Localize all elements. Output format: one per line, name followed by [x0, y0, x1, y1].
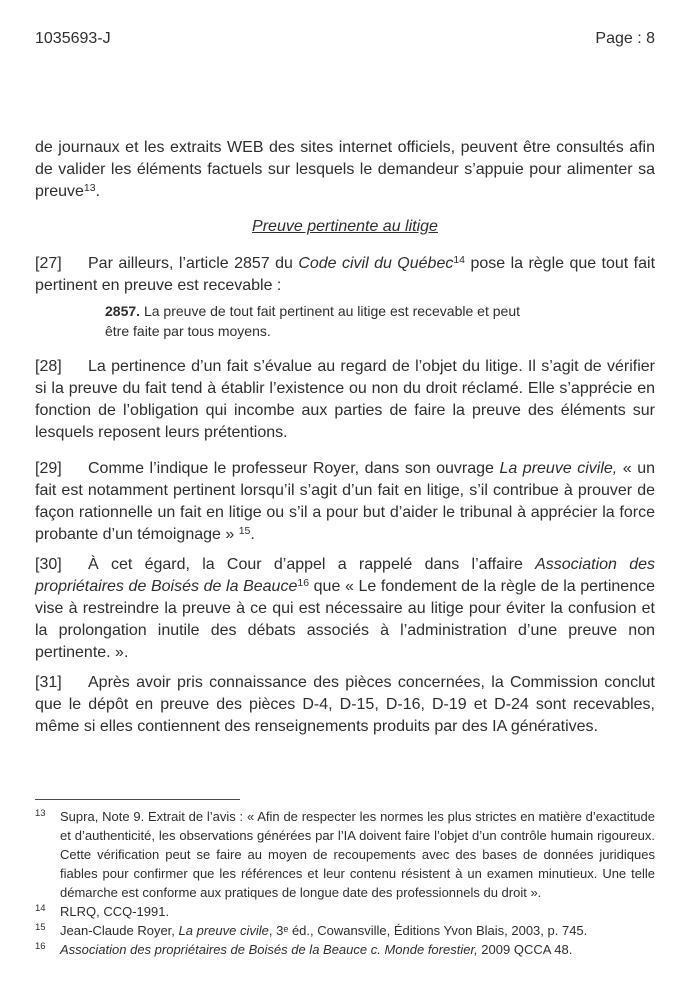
footnote-number: 13: [35, 808, 46, 819]
paragraph-number: [30]: [35, 556, 62, 573]
paragraph-31: [35, 672, 655, 738]
section-heading: Preuve pertinente au litige: [252, 218, 438, 235]
blockquote-article-2857: 2857. La preuve de tout fait pertinent au litige est recevable et peut être faite par tous moyens.: [105, 303, 520, 339]
page-header: [35, 28, 655, 50]
paragraph-text: Comme l’indique le professeur Royer, dans son ouvrage La preuve civile, « un fait est notamment pertinent lorsqu’il s’agit d’un fait en litige, s’il contribue à prouver de façon rationnelle un fait en litige ou s’il a pour but d’aider le tribunal à apprécier la force probante d’un témoignage » $^{15}$.: [35, 460, 655, 543]
footnote-14: [35, 902, 655, 921]
footnote-13: [35, 807, 655, 902]
document-number: 1035693-J: [35, 30, 111, 47]
footnote-text: Supra, Note 9. Extrait de l’avis : « Afin de respecter les normes les plus strictes en matière d’exactitude et d’authenticité, les observations générées par l’IA doivent faire l’objet d’un contrôle humain rigoureux. Cette vérification peut se faire au moyen de recoupements avec des bases de données juridiques fiables pour confirmer que les références et leur contenu résistent à un examen minutieux. Une telle démarche est conforme aux pratiques de longue date des professionnels du droit ».: [60, 809, 655, 900]
footnote-number: 16: [35, 941, 46, 952]
paragraph-number: [28]: [35, 358, 62, 375]
footnote-text: RLRQ, CCQ-1991.: [60, 904, 170, 919]
footnotes-section: [35, 799, 655, 959]
paragraph-intro: de journaux et les extraits WEB des sites internet officiels, peuvent être consultés afin de valider les éléments factuels sur lesquels le demandeur s’appuie pour alimenter sa preuve$^{13}$.: [35, 139, 655, 200]
paragraph-28: [35, 356, 655, 444]
footnote-text: Association des propriétaires de Boisés de la Beauce c. Monde forestier, 2009 QCCA 48.: [60, 942, 573, 957]
paragraph-number: [29]: [35, 460, 62, 477]
footnote-number: 15: [35, 922, 46, 933]
paragraph-text: La pertinence d’un fait s’évalue au regard de l’objet du litige. Il s’agit de vérifier si la preuve du fait tend à établir l’existence ou non du droit réclamé. Elle s’apprécie en fonction de l’obligation qui incombe aux parties de faire la preuve des éléments sur lesquels reposent leurs prétentions.: [35, 358, 655, 441]
paragraph-30: [35, 554, 655, 664]
paragraph-number: [31]: [35, 674, 62, 691]
footnote-text: Jean-Claude Royer, La preuve civile, 3e éd., Cowansville, Éditions Yvon Blais, 2003, p. 745.: [60, 923, 588, 938]
footnote-separator-rule: [35, 799, 240, 800]
document-body: [35, 137, 655, 738]
paragraph-text: À cet égard, la Cour d’appel a rappelé dans l’affaire Association des propriétaires de Boisés de la Beauce$^{16}$ que « Le fondement de la règle de la pertinence vise à restreindre la preuve à ce qui est nécessaire au litige pour éviter la confusion et la prolongation inutile des débats associés à l’administration d’une preuve non pertinente. ».: [35, 556, 656, 661]
paragraph-27: [35, 253, 655, 297]
paragraph-29: [35, 458, 655, 546]
page-number-label: Page : 8: [595, 30, 655, 47]
footnote-16: [35, 940, 655, 959]
footnote-15: [35, 921, 655, 940]
footnote-number: 14: [35, 903, 46, 914]
paragraph-text: Après avoir pris connaissance des pièces concernées, la Commission conclut que le dépôt en preuve des pièces D-4, D-15, D-16, D-19 et D-24 sont recevables, même si elles contiennent des renseignements produits par des IA génératives.: [35, 674, 655, 735]
paragraph-text: Par ailleurs, l’article 2857 du Code civil du Québec$^{14}$ pose la règle que tout fait pertinent en preuve est recevable :: [35, 254, 656, 294]
paragraph-number: [27]: [35, 255, 62, 272]
